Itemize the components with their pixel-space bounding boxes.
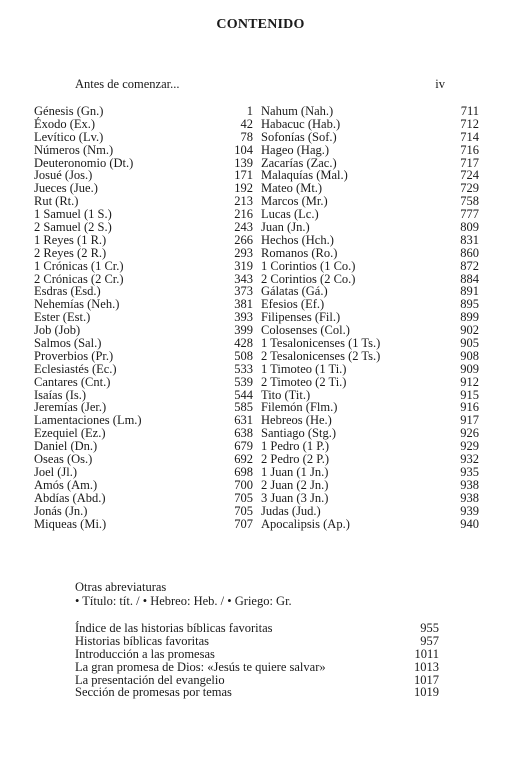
entry-page-number: 631 <box>234 413 253 428</box>
entry-title: 2 Crónicas (2 Cr.) <box>34 271 124 286</box>
entry-page-number: 293 <box>234 245 253 260</box>
entry-page-number: 714 <box>460 129 479 144</box>
entry-title: 2 Juan (2 Jn.) <box>261 477 329 492</box>
entry-page-number: 716 <box>460 142 479 157</box>
entry-page-number: 539 <box>234 374 253 389</box>
entry-page-number: 712 <box>460 116 479 131</box>
toc-entry <box>261 221 479 234</box>
entry-page-number: 533 <box>234 361 253 376</box>
entry-title: Daniel (Dn.) <box>34 439 98 454</box>
entry-page-number: 78 <box>240 129 253 144</box>
toc-entry <box>75 635 439 648</box>
intro-label: Antes de comenzar... <box>75 77 180 91</box>
entry-page-number: 216 <box>234 207 253 222</box>
toc-entry <box>261 466 479 479</box>
entry-title: Deuteronomio (Dt.) <box>34 155 134 170</box>
entry-page-number: 698 <box>234 464 253 479</box>
toc-entry <box>34 105 253 118</box>
entry-title: Zacarías (Zac.) <box>261 155 337 170</box>
entry-title: Mateo (Mt.) <box>261 181 323 196</box>
entry-page-number: 939 <box>460 503 479 518</box>
entry-title: Sección de promesas por temas <box>75 685 232 700</box>
entry-title: Habacuc (Hab.) <box>261 116 341 131</box>
entry-page-number: 707 <box>234 516 253 531</box>
entry-page-number: 777 <box>460 207 479 222</box>
entry-title: 2 Timoteo (2 Ti.) <box>261 374 347 389</box>
entry-page-number: 929 <box>460 439 479 454</box>
entry-page-number: 872 <box>460 258 479 273</box>
entry-page-number: 912 <box>460 374 479 389</box>
toc-entry <box>75 686 439 699</box>
entry-page-number: 891 <box>460 284 479 299</box>
page-title: CONTENIDO <box>216 17 305 32</box>
entry-page-number: 139 <box>234 155 253 170</box>
entry-title: Efesios (Ef.) <box>261 297 325 312</box>
entry-title: Esdras (Esd.) <box>34 284 101 299</box>
toc-entry <box>261 118 479 131</box>
entry-page-number: 266 <box>234 232 253 247</box>
entry-title: Isaías (Is.) <box>34 387 87 402</box>
abbreviations-section <box>75 580 292 608</box>
entry-page-number: 909 <box>460 361 479 376</box>
entry-title: 2 Samuel (2 S.) <box>34 220 112 235</box>
toc-entry <box>34 131 253 144</box>
toc-entry <box>34 376 253 389</box>
entry-title: Apocalipsis (Ap.) <box>261 516 350 531</box>
entry-page-number: 758 <box>460 194 479 209</box>
entry-page-number: 938 <box>460 477 479 492</box>
entry-title: La presentación del evangelio <box>75 672 225 687</box>
entry-title: 1 Juan (1 Jn.) <box>261 464 329 479</box>
entry-title: Joel (Jl.) <box>34 464 78 479</box>
entry-page-number: 373 <box>234 284 253 299</box>
entry-title: Romanos (Ro.) <box>261 245 338 260</box>
entry-title: Sofonías (Sof.) <box>261 129 337 144</box>
toc-entry <box>34 492 253 505</box>
entry-title: Hebreos (He.) <box>261 413 332 428</box>
entry-title: Ester (Est.) <box>34 310 91 325</box>
entry-title: 2 Pedro (2 P.) <box>261 452 330 467</box>
toc-entry <box>261 479 479 492</box>
entry-page-number: 955 <box>420 621 439 635</box>
entry-page-number: 884 <box>460 271 479 286</box>
entry-page-number: 908 <box>460 348 479 363</box>
entry-page-number: 1019 <box>414 685 439 700</box>
entry-title: Filipenses (Fil.) <box>261 310 341 325</box>
entry-page-number: 544 <box>234 387 253 402</box>
toc-entry <box>261 492 479 505</box>
entry-page-number: 692 <box>234 452 253 467</box>
intro-entry <box>75 77 445 92</box>
intro-page-number: iv <box>435 77 445 91</box>
entry-page-number: 705 <box>234 490 253 505</box>
entry-title: Índice de las historias bíblicas favoritas <box>75 621 273 635</box>
extras-list <box>75 622 439 699</box>
entry-page-number: 831 <box>460 232 479 247</box>
entry-page-number: 679 <box>234 439 253 454</box>
entry-title: Hechos (Hch.) <box>261 232 334 247</box>
entry-title: Marcos (Mr.) <box>261 194 328 209</box>
entry-page-number: 508 <box>234 348 253 363</box>
toc-entry <box>34 466 253 479</box>
entry-page-number: 902 <box>460 323 479 338</box>
entry-title: Génesis (Gn.) <box>34 104 104 118</box>
entry-page-number: 724 <box>460 168 479 183</box>
entry-page-number: 399 <box>234 323 253 338</box>
toc-entry <box>34 260 253 273</box>
entry-page-number: 860 <box>460 245 479 260</box>
toc-entry <box>34 337 253 350</box>
entry-title: Tito (Tit.) <box>261 387 311 402</box>
entry-page-number: 926 <box>460 426 479 441</box>
toc-entry <box>34 234 253 247</box>
right-book-list <box>261 105 479 530</box>
entry-title: Judas (Jud.) <box>261 503 321 518</box>
toc-entry <box>261 505 479 518</box>
entry-title: Filemón (Flm.) <box>261 400 338 415</box>
entry-title: 1 Corintios (1 Co.) <box>261 258 356 273</box>
entry-page-number: 243 <box>234 220 253 235</box>
entry-page-number: 393 <box>234 310 253 325</box>
entry-title: 1 Reyes (1 R.) <box>34 232 107 247</box>
entry-page-number: 381 <box>234 297 253 312</box>
entry-page-number: 42 <box>240 116 253 131</box>
toc-entry <box>34 363 253 376</box>
entry-title: Josué (Jos.) <box>34 168 93 183</box>
entry-title: Amós (Am.) <box>34 477 98 492</box>
toc-entry <box>34 350 253 363</box>
entry-page-number: 700 <box>234 477 253 492</box>
entry-title: Proverbios (Pr.) <box>34 348 114 363</box>
entry-page-number: 938 <box>460 490 479 505</box>
entry-title: Nehemías (Neh.) <box>34 297 120 312</box>
entry-title: Introducción a las promesas <box>75 646 215 661</box>
toc-entry <box>261 337 479 350</box>
entry-title: Historias bíblicas favoritas <box>75 633 209 648</box>
entry-title: Eclesiastés (Ec.) <box>34 361 117 376</box>
entry-page-number: 957 <box>420 633 439 648</box>
toc-entry <box>34 505 253 518</box>
entry-title: Éxodo (Ex.) <box>34 116 96 131</box>
toc-entry <box>261 363 479 376</box>
entry-page-number: 915 <box>460 387 479 402</box>
toc-entry <box>261 234 479 247</box>
entry-page-number: 1017 <box>414 672 439 687</box>
entry-title: Jonás (Jn.) <box>34 503 88 518</box>
entry-page-number: 899 <box>460 310 479 325</box>
entry-title: Rut (Rt.) <box>34 194 79 209</box>
entry-page-number: 940 <box>460 516 479 531</box>
entry-title: 1 Timoteo (1 Ti.) <box>261 361 347 376</box>
entry-title: Nahum (Nah.) <box>261 104 334 118</box>
abbreviations-line: • Título: tít. / • Hebreo: Heb. / • Griego: Gr. <box>75 594 292 608</box>
entry-title: Malaquías (Mal.) <box>261 168 348 183</box>
entry-page-number: 809 <box>460 220 479 235</box>
entry-page-number: 585 <box>234 400 253 415</box>
entry-page-number: 711 <box>460 104 479 118</box>
entry-page-number: 916 <box>460 400 479 415</box>
toc-entry <box>261 350 479 363</box>
toc-entry <box>34 518 253 531</box>
entry-title: Juan (Jn.) <box>261 220 310 235</box>
entry-page-number: 729 <box>460 181 479 196</box>
entry-page-number: 319 <box>234 258 253 273</box>
entry-page-number: 192 <box>234 181 253 196</box>
entry-title: Lucas (Lc.) <box>261 207 319 222</box>
entry-title: Lamentaciones (Lm.) <box>34 413 142 428</box>
entry-title: Santiago (Stg.) <box>261 426 336 441</box>
entry-page-number: 171 <box>234 168 253 183</box>
entry-title: Job (Job) <box>34 323 81 338</box>
entry-page-number: 343 <box>234 271 253 286</box>
entry-page-number: 717 <box>460 155 479 170</box>
entry-title: Hageo (Hag.) <box>261 142 330 157</box>
toc-entry <box>261 144 479 157</box>
entry-page-number: 1 <box>246 104 253 118</box>
toc-entry <box>261 518 479 531</box>
toc-entry <box>34 144 253 157</box>
entry-page-number: 905 <box>460 336 479 351</box>
entry-title: Jeremías (Jer.) <box>34 400 107 415</box>
toc-entry <box>75 648 439 661</box>
entry-title: Miqueas (Mi.) <box>34 516 107 531</box>
entry-title: Cantares (Cnt.) <box>34 374 111 389</box>
toc-entry <box>34 453 253 466</box>
entry-page-number: 895 <box>460 297 479 312</box>
toc-entry <box>34 221 253 234</box>
toc-entry <box>261 105 479 118</box>
entry-page-number: 1011 <box>414 646 439 661</box>
entry-page-number: 428 <box>234 336 253 351</box>
toc-entry <box>261 453 479 466</box>
entry-title: Salmos (Sal.) <box>34 336 102 351</box>
entry-title: 1 Crónicas (1 Cr.) <box>34 258 124 273</box>
abbreviations-heading: Otras abreviaturas <box>75 580 167 594</box>
entry-title: Levítico (Lv.) <box>34 129 104 144</box>
entry-title: 1 Samuel (1 S.) <box>34 207 112 222</box>
entry-page-number: 935 <box>460 464 479 479</box>
entry-page-number: 213 <box>234 194 253 209</box>
toc-entry <box>75 661 439 674</box>
entry-page-number: 638 <box>234 426 253 441</box>
entry-title: Abdías (Abd.) <box>34 490 106 505</box>
entry-page-number: 705 <box>234 503 253 518</box>
entry-title: 2 Corintios (2 Co.) <box>261 271 356 286</box>
entry-title: Ezequiel (Ez.) <box>34 426 106 441</box>
entry-title: 1 Tesalonicenses (1 Ts.) <box>261 336 381 351</box>
entry-title: 1 Pedro (1 P.) <box>261 439 330 454</box>
toc-entry <box>75 622 439 635</box>
toc-entry <box>261 131 479 144</box>
toc-entry <box>261 376 479 389</box>
toc-entry <box>261 260 479 273</box>
entry-title: 2 Tesalonicenses (2 Ts.) <box>261 348 381 363</box>
entry-page-number: 932 <box>460 452 479 467</box>
entry-title: 2 Reyes (2 R.) <box>34 245 107 260</box>
entry-page-number: 104 <box>234 142 253 157</box>
entry-page-number: 917 <box>460 413 479 428</box>
entry-title: La gran promesa de Dios: «Jesús te quiere salvar» <box>75 659 326 674</box>
entry-title: Colosenses (Col.) <box>261 323 350 338</box>
entry-title: Oseas (Os.) <box>34 452 93 467</box>
entry-page-number: 1013 <box>414 659 439 674</box>
toc-entry <box>261 247 479 260</box>
entry-title: Jueces (Jue.) <box>34 181 98 196</box>
entry-title: Gálatas (Gá.) <box>261 284 328 299</box>
toc-entry <box>34 118 253 131</box>
left-book-list <box>34 105 253 530</box>
entry-title: Números (Nm.) <box>34 142 114 157</box>
entry-title: 3 Juan (3 Jn.) <box>261 490 329 505</box>
toc-entry <box>34 247 253 260</box>
toc-entry <box>34 479 253 492</box>
